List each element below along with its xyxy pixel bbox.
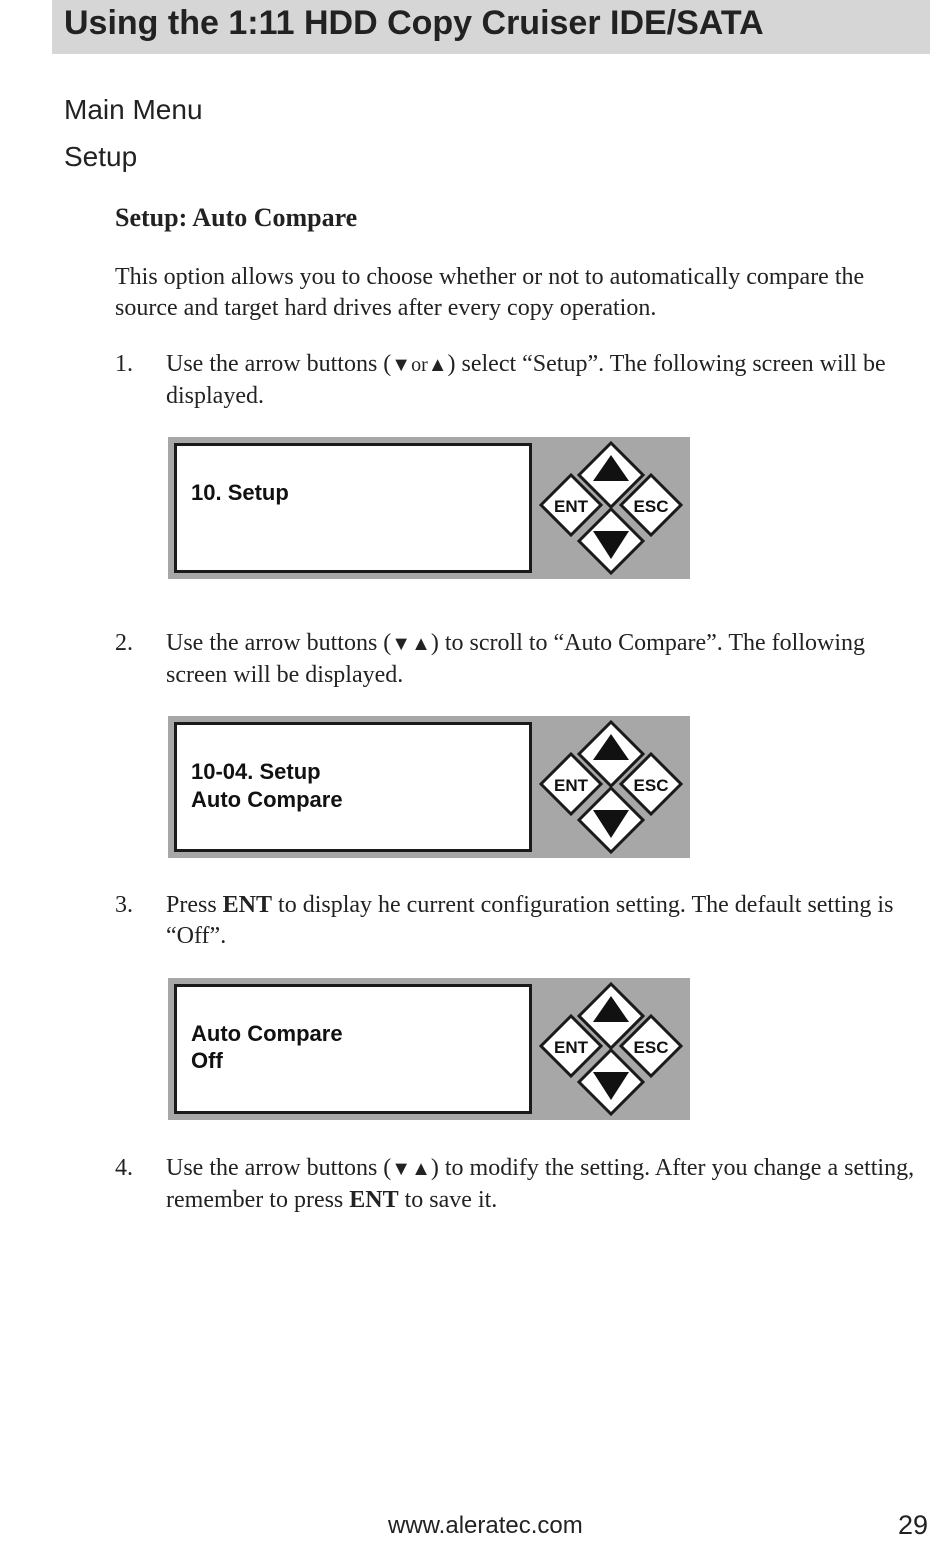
ent-keyword: ENT <box>349 1187 399 1213</box>
section-main-menu: Main Menu <box>64 94 203 125</box>
step-number: 1. <box>115 351 133 377</box>
esc-label: ESC <box>633 497 669 516</box>
lcd-screen <box>174 443 532 573</box>
ent-label: ENT <box>554 776 588 795</box>
keypad <box>536 978 690 1120</box>
step-text <box>166 628 926 691</box>
page-number: 29 <box>898 1510 929 1540</box>
lcd-line: Auto Compare <box>191 1021 343 1046</box>
step-text-part: Use the arrow buttons ( <box>166 1155 392 1181</box>
lcd-line: 10-04. Setup <box>191 759 321 784</box>
step-number: 3. <box>115 892 133 918</box>
section-setup: Setup <box>64 141 138 172</box>
lcd-panel <box>168 978 690 1120</box>
lcd-line: Auto Compare <box>191 787 343 812</box>
lcd-panel <box>168 716 690 858</box>
keypad <box>536 716 690 858</box>
lcd-screen <box>174 722 532 852</box>
step-text-part: to save it. <box>398 1187 498 1213</box>
page-title: Using the 1:11 HDD Copy Cruiser IDE/SATA <box>64 4 764 42</box>
footer-url[interactable]: www.aleratec.com <box>388 1512 583 1539</box>
step-text-part: Press <box>166 892 223 918</box>
step-text-part: Use the arrow buttons ( <box>166 630 392 656</box>
lcd-line: Off <box>191 1048 223 1073</box>
lcd-screen <box>174 984 532 1114</box>
arrow-glyphs: ▼or▲ <box>391 354 448 376</box>
ent-label: ENT <box>554 1038 588 1057</box>
lcd-panel <box>168 437 690 579</box>
lcd-line: 10. Setup <box>191 480 289 505</box>
step-text <box>166 1153 926 1216</box>
arrow-glyphs: ▼▲ <box>391 633 431 655</box>
step-text <box>166 890 926 952</box>
intro-paragraph: This option allows you to choose whether or not to automatically compare the source and target hard drives after every copy operation. <box>115 264 865 321</box>
ent-keyword: ENT <box>222 892 273 918</box>
ent-label: ENT <box>554 497 588 516</box>
step-number: 2. <box>115 630 133 656</box>
step-text-part: ) select “Setup”. The following screen will be displayed. <box>166 351 886 409</box>
esc-label: ESC <box>633 1038 669 1057</box>
page-header <box>52 0 930 54</box>
step-number: 4. <box>115 1155 133 1181</box>
subheading: Setup: Auto Compare <box>115 203 358 232</box>
keypad <box>536 437 690 579</box>
arrow-glyphs: ▼▲ <box>391 1158 431 1180</box>
step-text-part: ) to modify the setting. After you change a setting, remember to press <box>166 1155 915 1213</box>
step-text <box>166 349 926 412</box>
esc-label: ESC <box>633 776 669 795</box>
step-text-part: ) to scroll to “Auto Compare”. The following screen will be displayed. <box>166 630 866 688</box>
step-text-part: to display he current configuration setting. The default setting is “Off”. <box>166 892 894 949</box>
step-text-part: Use the arrow buttons ( <box>166 351 392 377</box>
